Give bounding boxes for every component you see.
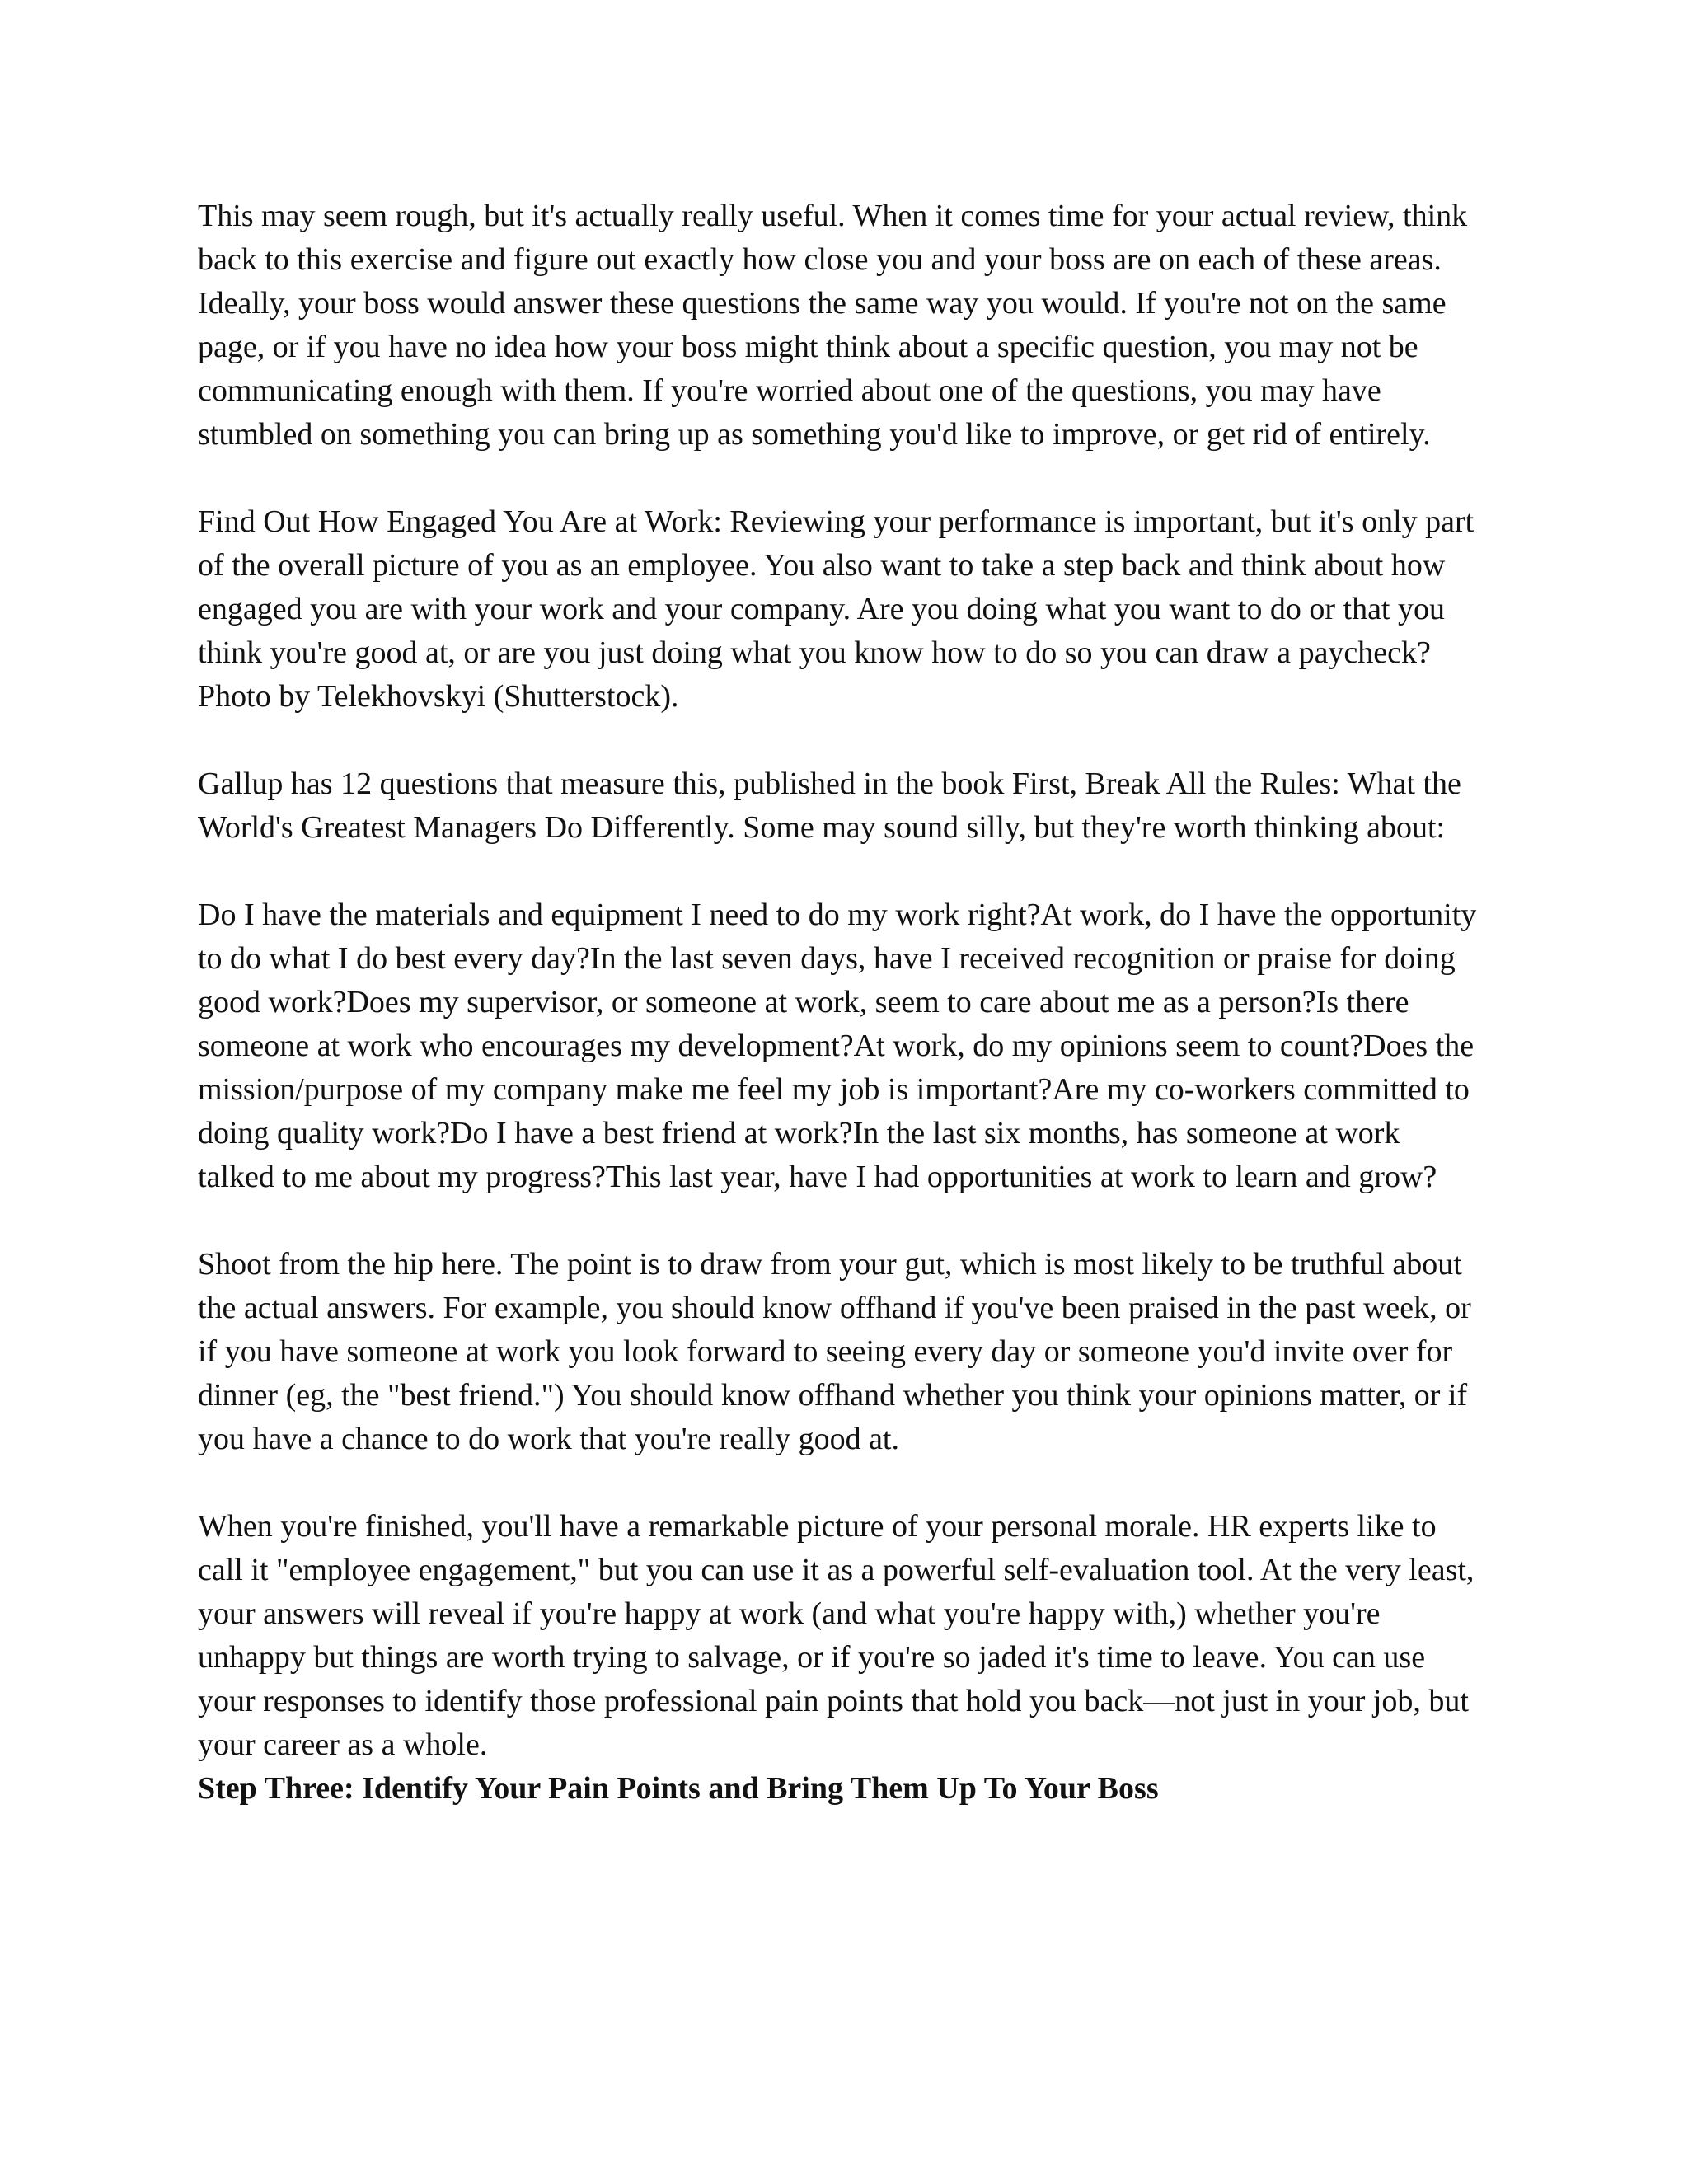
paragraph-gallup-questions: Do I have the materials and equipment I need to do my work right?At work, do I have the opportunity to do what I do best every day?In the last seven days, have I received recognition or praise for doing good work?Does my supervisor, or someone at work, seem to care about me as a person?Is there someone at work who encourages my development?At work, do my opinions seem to count?Does the mission/purpose of my company make me feel my job is important?Are my co-workers committed to doing quality work?Do I have a best friend at work?In the last six months, has someone at work talked to me about my progress?This last year, have I had opportunities at work to learn and grow? (198, 898, 1477, 1194)
section-heading: Step Three: Identify Your Pain Points and Bring Them Up To Your Boss (198, 1771, 1159, 1806)
paragraph-gallup-intro: Gallup has 12 questions that measure this, published in the book First, Break All the Rules: What the World's Greatest Managers Do Differently. Some may sound silly, but they're worth thinking about: (198, 766, 1461, 845)
paragraph-finished: When you're finished, you'll have a remarkable picture of your personal morale. HR experts like to call it "employee engagement," but you can use it as a powerful self-evaluation tool. At the very least, your answers will reveal if you're happy at work (and what you're happy with,) whether you're unhappy but things are worth trying to salvage, or if you're so jaded it's time to leave. You can use your responses to identify those professional pain points that hold you back—not just in your job, but your career as a whole. (198, 1509, 1475, 1762)
document-body (198, 194, 1484, 1811)
paragraph-engagement: Find Out How Engaged You Are at Work: Reviewing your performance is important, but it's only part of the overall picture of you as an employee. You also want to take a step back and think about how engaged you are with your work and your company. Are you doing what you want to do or that you think you're good at, or are you just doing what you know how to do so you can draw a paycheck? Photo by Telekhovskyi (Shutterstock). (198, 504, 1475, 714)
paragraph-shoot-from-hip: Shoot from the hip here. The point is to draw from your gut, which is most likely to be truthful about the actual answers. For example, you should know offhand if you've been praised in the past week, or if you have someone at work you look forward to seeing every day or someone you'd invite over for dinner (eg, the "best friend.") You should know offhand whether you think your opinions matter, or if you have a chance to do work that you're really good at. (198, 1247, 1471, 1456)
paragraph-review-exercise: This may seem rough, but it's actually really useful. When it comes time for your actual review, think back to this exercise and figure out exactly how close you and your boss are on each of these areas. Ideally, your boss would answer these questions the same way you would. If you're not on the same page, or if you have no idea how your boss might think about a specific question, you may not be communicating enough with them. If you're worried about one of the questions, you may have stumbled on something you can bring up as something you'd like to improve, or get rid of entirely. (198, 199, 1468, 452)
